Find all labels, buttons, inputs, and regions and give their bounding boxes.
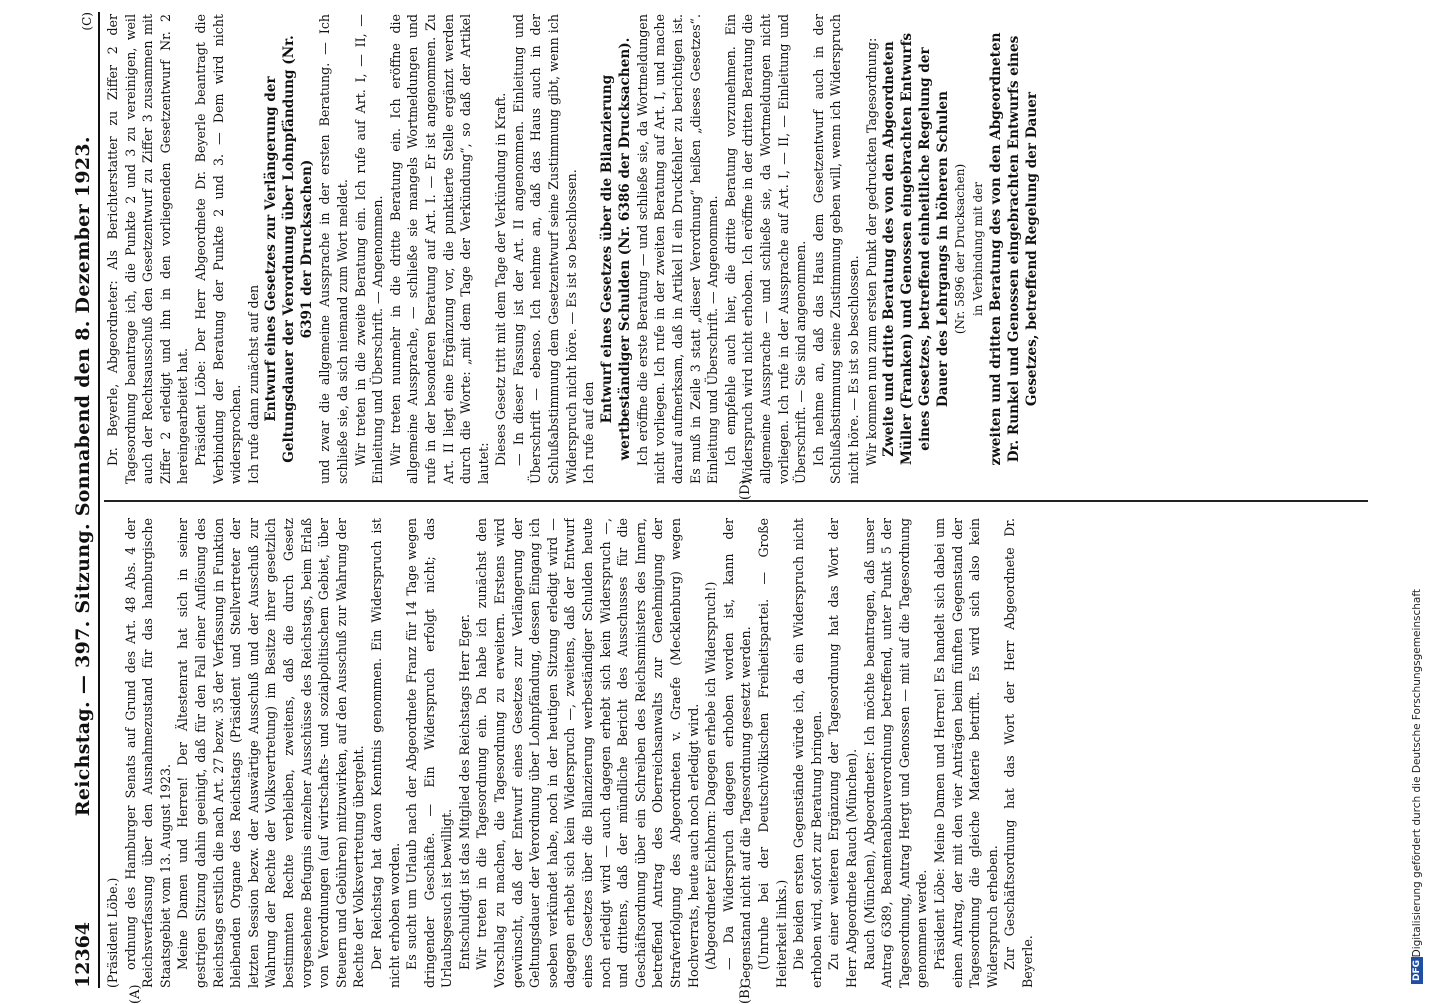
left-paragraph: (Unruhe bei der Deutschvölkischen Freiheitspartei. — Große Heiterkeit links.): [755, 518, 789, 988]
left-paragraph: Zu einer weiteren Ergänzung der Tagesordnung hat das Wort der Herr Abgeordnete Rauch (München).: [826, 518, 859, 988]
right-paragraph: Wir kommen nun zum ersten Punkt der gedruckten Tagesordnung:: [863, 37, 879, 466]
margin-marker-d: (D): [738, 479, 753, 500]
dfg-logo: DFG: [1411, 957, 1423, 984]
right-paragraph: Dr. Beyerle, Abgeordneter: Als Berichterstatter zu Ziffer 2 der Tagesordnung beantrage ich, die Punkte 2 und 3 zu vereinigen, weil auch der Rechtsausschuß den Gesetzentwurf zu Ziffer 3 zusammen mit Ziffer 2 erledigt und ihn in den vorliegenden Gesetzentwurf Nr. 2 hereingearbeitet hat.: [105, 14, 191, 484]
right-paragraph: Ich eröffne die erste Beratung — und schließe sie, da Wortmeldungen nicht vorliegen. Ich rufe in der zweiten Beratung auf Art. I, und mache darauf aufmerksam, daß in Artikel II ein Druckfehler zu berichtigen ist. Es muß in Zeile 3 statt „dieser Verordnung“ heißen „dieses Gesetzes“. Einleitung und Überschrift. — Angenommen.: [634, 14, 721, 484]
left-paragraph: ordnung des Hamburger Senats auf Grund des Art. 48 Abs. 4 der Reichsverfassung über den Ausnahmezustand für das hamburgische Staatsgebiet vom 13. August 1923.: [122, 518, 173, 988]
column-divider: [104, 501, 1368, 503]
right-paragraph: Ich rufe dann zunächst auf den: [245, 284, 261, 484]
left-paragraph: Die beiden ersten Gegenstände würde ich, da ein Widerspruch nicht erhoben wird, sofort zur Beratung bringen.: [791, 518, 824, 988]
left-paragraph: (Abgeordneter Eichhorn: Dagegen erhebe ich Widerspruch!): [703, 581, 719, 970]
right-paragraph: Ich empfehle auch hier, die dritte Beratung vorzunehmen. Ein Widerspruch wird nicht erhoben. Ich eröffne in der dritten Beratung die allgemeine Aussprache — und schließe sie, da Wortmeldungen nicht vorliegen. Ich rufe in der Aussprache auf Art. I, — II, — Einleitung und Überschrift. — Sie sind angenommen.: [722, 14, 809, 484]
right-paragraph: Entwurf eines Gesetzes zur Verlängerung der Geltungsdauer der Verordnung über Lohnpfändung (Nr. 6391 der Drucksachen): [263, 35, 316, 463]
left-paragraph: Präsident Löbe: Meine Damen und Herren! Es handelt sich dabei um einen Antrag, der mit den vier Anträgen beim fünften Gegenstand der Tagesordnung die gleiche Materie betrifft. Es wird sich also kein Widerspruch erheben.: [931, 518, 1000, 988]
digitization-credit: [1405, 6, 1429, 994]
right-paragraph: — In dieser Fassung ist der Art. II angenommen. Einleitung und Überschrift — ebenso. Ich nehme an, daß das Haus auch in der Schlußabstimmung dem Gesetzentwurf seine Zustimmung gibt, wenn ich Widerspruch nicht höre. — Es ist so beschlossen.: [510, 14, 579, 484]
right-paragraph: Dieses Gesetz tritt mit dem Tage der Verkündung in Kraft.: [493, 92, 509, 466]
left-paragraph: Meine Damen und Herren! Der Ältestenrat hat sich in seiner gestrigen Sitzung dahin geeinigt, daß für den Fall einer Auflösung des Reichstags erstlich die nach Art. 27 bezw. 35 der Verfassung in Funktion bleibenden Organe des Reichstags (Präsident und Stellvertreter der letzten Session bezw. der Auswärtige Ausschuß und der Ausschuß zur Wahrung der Rechte der Volksvertretung) im Besitze ihrer gesetzlich bestimmten Rechte verbleiben, zweitens, daß die durch Gesetz vorgesehene Befugnis einzelner Ausschüsse des Reichstags, beim Erlaß von Verordnungen (auf wirtschafts- und sozialpolitischem Gebiet, über Steuern und Gebühren) mitzuwirken, auf den Ausschuß zur Wahrung der Rechte der Volksvertretung übergeht.: [175, 518, 367, 988]
left-column: [104, 518, 1368, 988]
left-paragraph: Der Reichstag hat davon Kenntnis genommen. Ein Widerspruch ist nicht erhoben worden.: [368, 518, 402, 988]
right-paragraph: Ich rufe auf den: [581, 381, 597, 484]
page-number: 12364: [72, 921, 94, 988]
margin-marker-c: (C): [80, 12, 94, 31]
left-paragraph: Wir treten in die Tagesordnung ein. Da habe ich zunächst den Vorschlag zu machen, die Tagesordnung zu erweitern. Erstens wird gewünscht, daß der Entwurf eines Gesetzes zur Verlängerung der Geltungsdauer der Verordnung über Lohnpfändung, dessen Eingang ich soeben verkündet habe, noch in der heutigen Sitzung erledigt wird — dagegen erhebt sich kein Widerspruch —, zweitens, daß der Entwurf eines Gesetzes über die Bilanzierung werbeständiger Schulden heute noch erledigt wird — auch dagegen erhebt sich kein Widerspruch —, und drittens, daß der mündliche Bericht des Ausschusses für die Geschäftsordnung über ein Schreiben des Reichsministers des Innern, betreffend Antrag des Oberreichsanwalts zur Genehmigung der Strafverfolgung des Abgeordneten v. Graefe (Mecklenburg) wegen Hochverrats, heute auch noch erledigt wird.: [474, 518, 701, 988]
margin-marker-a: (A): [128, 984, 143, 1004]
left-paragraph: Es sucht um Urlaub nach der Abgeordnete Franz für 14 Tage wegen dringender Geschäfte. — Ein Widerspruch erfolgt nicht; das Urlaubsgesuch ist bewilligt.: [404, 518, 455, 988]
right-paragraph: Zweite und dritte Beratung des von den Abgeordneten Müller (Franken) und Genossen eingebrachten Entwurfs eines Gesetzes, betreffend einheitliche Regelung der Dauer des Lehrgangs in höheren Schulen: [881, 32, 952, 466]
left-paragraph: (Präsident Löbe.): [105, 877, 120, 988]
right-paragraph: Ich nehme an, daß das Haus dem Gesetzentwurf auch in der Schlußabstimmung seine Zustimmung geben will, wenn ich Widerspruch nicht höre. — Es ist so beschlossen.: [810, 14, 861, 484]
right-paragraph: und zwar die allgemeine Aussprache in der ersten Beratung. — Ich schließe sie, da sich niemand zum Wort meldet.: [317, 14, 350, 484]
right-paragraph: Wir treten in die zweite Beratung ein. Ich rufe auf Art. I, — II, — Einleitung und Überschrift. — Angenommen.: [352, 14, 386, 484]
page-title: Reichstag. — 397. Sitzung. Sonnabend den 8. Dezember 1923.: [72, 136, 94, 817]
right-paragraph: in Verbindung mit der: [970, 181, 985, 317]
page-header: [60, 12, 100, 988]
document-page: [8, 0, 1408, 1004]
left-paragraph: Entschuldigt ist das Mitglied des Reichstags Herr Eger.: [456, 613, 472, 970]
credit-text: Digitalisierung gefördert durch die Deutsche Forschungsgemeinschaft: [1411, 588, 1423, 957]
right-paragraph: Wir treten nunmehr in die dritte Beratung ein. Ich eröffne die allgemeine Aussprache, — schließe sie mangels Wortmeldungen und rufe in der besonderen Beratung auf Art. I. — Er ist angenommen. Zu Art. II liegt eine Ergänzung vor, die punktierte Stelle ergänzt werden durch die Worte: „mit dem Tage der Verkündung“, so daß der Artikel lautet:: [387, 14, 491, 484]
right-column: [104, 14, 1368, 484]
right-paragraph: zweiten und dritten Beratung des von den Abgeordneten Dr. Runkel und Genossen eingebrachten Entwurfs eines Gesetzes, betreffend Regelung der Dauer: [988, 32, 1041, 466]
left-paragraph: — Da Widerspruch dagegen erhoben worden ist, kann der Gegenstand nicht auf die Tagesordnung gesetzt werden.: [720, 518, 754, 988]
left-paragraph: Rauch (München), Abgeordneter: Ich möchte beantragen, daß unser Antrag 6389, Beamtenabbauverordnung betreffend, unter Punkt 5 der Tagesordnung, Antrag Hergt und Genossen — mit auf die Tagesordnung genommen werde.: [861, 518, 930, 988]
margin-marker-b: (B): [738, 984, 753, 1004]
right-paragraph: Entwurf eines Gesetzes über die Bilanzierung wertbeständiger Schulden (Nr. 6386 der Drucksachen).: [598, 37, 633, 461]
right-paragraph: Präsident Löbe: Der Herr Abgeordnete Dr. Beyerle beantragt die Verbindung der Beratung der Punkte 2 und 3. — Dem wird nicht widersprochen.: [192, 14, 244, 484]
left-paragraph: Zur Geschäftsordnung hat das Wort der Herr Abgeordnete Dr. Beyerle.: [1002, 518, 1035, 988]
right-paragraph: (Nr. 5896 der Drucksachen): [953, 163, 968, 335]
